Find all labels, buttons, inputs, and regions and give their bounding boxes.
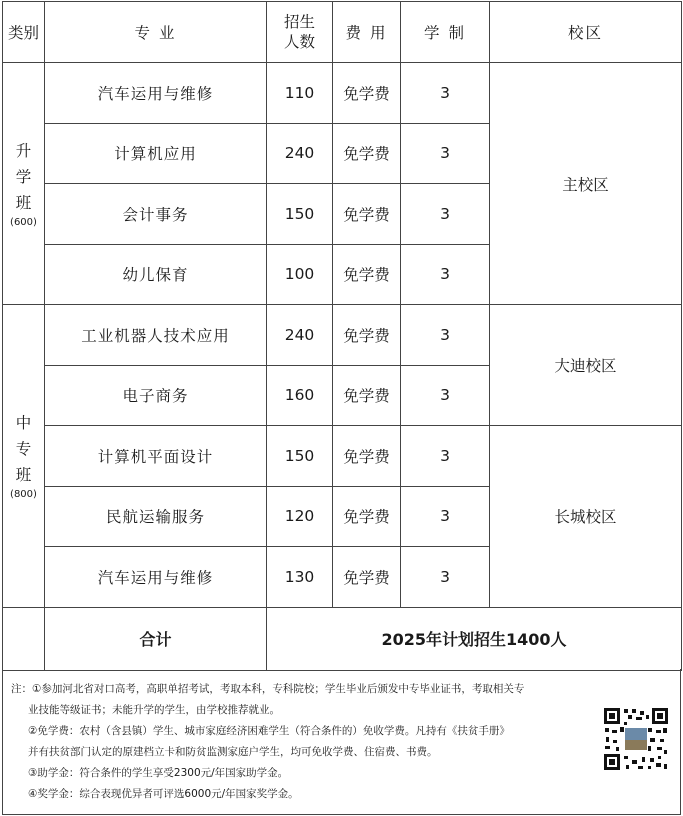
category-group-1 [3, 63, 45, 305]
fee-cell: 免学费 [333, 244, 401, 305]
years-cell: 3 [401, 305, 490, 366]
fee-cell: 免学费 [333, 365, 401, 426]
category-char: 班 [15, 465, 32, 484]
major-cell: 电子商务 [45, 365, 267, 426]
years-cell: 3 [401, 486, 490, 547]
category-count: (600) [10, 216, 37, 228]
enroll-cell: 100 [267, 244, 333, 305]
header-enroll [267, 2, 333, 63]
category-char: 专 [15, 439, 32, 458]
major-cell: 幼儿保育 [45, 244, 267, 305]
table-row [3, 305, 682, 366]
major-cell: 工业机器人技术应用 [45, 305, 267, 366]
campus-cell: 长城校区 [490, 426, 682, 608]
fee-cell: 免学费 [333, 123, 401, 184]
note-line: 注：①参加河北省对口高考，高职单招考试，考取本科，专科院校；学生毕业后颁发中专毕业证书，考取相关专 [11, 683, 525, 695]
enroll-cell: 150 [267, 426, 333, 487]
category-group-2 [3, 305, 45, 608]
fee-cell: 免学费 [333, 184, 401, 245]
total-value: 2025年计划招生1400人 [267, 607, 682, 670]
fee-cell: 免学费 [333, 63, 401, 124]
note-line: ③助学金：符合条件的学生享受2300元/年国家助学金。 [28, 767, 289, 779]
years-cell: 3 [401, 426, 490, 487]
category-char: 中 [15, 413, 32, 432]
enroll-cell: 150 [267, 184, 333, 245]
header-campus: 校区 [490, 2, 682, 63]
category-char: 学 [15, 167, 32, 186]
enrollment-plan-table [2, 1, 682, 671]
major-cell: 汽车运用与维修 [45, 547, 267, 608]
note-line: 并有扶贫部门认定的原建档立卡和防贫监测家庭户学生，均可免收学费、住宿费、书费。 [28, 746, 438, 758]
header-fee: 费 用 [333, 2, 401, 63]
header-enroll-line1: 招生 [283, 13, 315, 31]
campus-cell: 大迪校区 [490, 305, 682, 426]
years-cell: 3 [401, 244, 490, 305]
header-years: 学 制 [401, 2, 490, 63]
notes-section [2, 669, 681, 815]
total-label: 合计 [45, 607, 267, 670]
category-char: 班 [15, 193, 32, 212]
category-char: 升 [15, 141, 32, 160]
years-cell: 3 [401, 184, 490, 245]
table-row [3, 426, 682, 487]
enroll-cell: 240 [267, 123, 333, 184]
category-count: (800) [10, 488, 37, 500]
years-cell: 3 [401, 365, 490, 426]
fee-cell: 免学费 [333, 305, 401, 366]
enroll-cell: 110 [267, 63, 333, 124]
note-line: ④奖学金：综合表现优异者可评选6000元/年国家奖学金。 [28, 788, 299, 800]
enroll-cell: 240 [267, 305, 333, 366]
header-enroll-line2: 人数 [283, 33, 315, 51]
years-cell: 3 [401, 123, 490, 184]
major-cell: 汽车运用与维修 [45, 63, 267, 124]
campus-cell: 主校区 [490, 63, 682, 305]
header-category: 类别 [3, 2, 45, 63]
major-cell: 计算机应用 [45, 123, 267, 184]
major-cell: 民航运输服务 [45, 486, 267, 547]
years-cell: 3 [401, 63, 490, 124]
note-line: ②免学费：农村（含县镇）学生、城市家庭经济困难学生（符合条件的）免收学费。凡持有《扶贫手册》 [28, 725, 510, 737]
fee-cell: 免学费 [333, 486, 401, 547]
note-line: 业技能等级证书；未能升学的学生，由学校推荐就业。 [28, 704, 280, 716]
total-row [3, 607, 682, 670]
total-blank-cell [3, 607, 45, 670]
qr-code-icon [602, 706, 670, 772]
years-cell: 3 [401, 547, 490, 608]
header-row [3, 2, 682, 63]
fee-cell: 免学费 [333, 547, 401, 608]
enroll-cell: 160 [267, 365, 333, 426]
enroll-cell: 120 [267, 486, 333, 547]
enroll-cell: 130 [267, 547, 333, 608]
major-cell: 计算机平面设计 [45, 426, 267, 487]
major-cell: 会计事务 [45, 184, 267, 245]
table-row [3, 63, 682, 124]
header-major: 专 业 [45, 2, 267, 63]
fee-cell: 免学费 [333, 426, 401, 487]
